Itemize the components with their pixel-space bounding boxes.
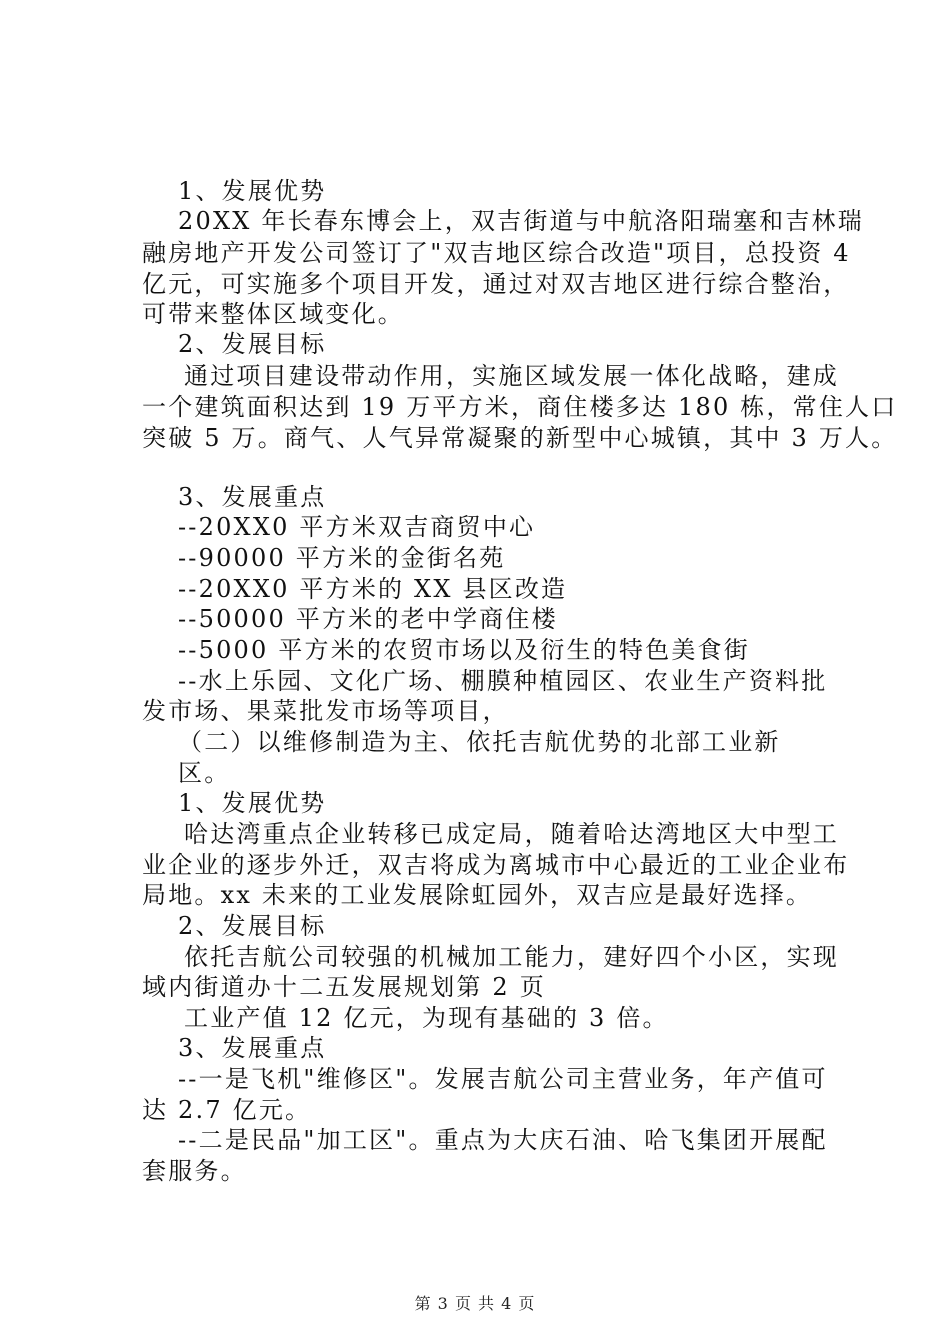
section-heading-continuation: 区。 xyxy=(178,759,231,787)
paragraph-line: 亿元，可实施多个项目开发，通过对双吉地区进行综合整治， xyxy=(142,270,850,298)
list-item: --20XX0 平方米的 XX 县区改造 xyxy=(178,575,568,603)
list-item: --一是飞机"维修区"。发展吉航公司主营业务，年产值可 xyxy=(178,1065,828,1093)
page-number-footer: 第 3 页 共 4 页 xyxy=(414,1294,536,1313)
heading-development-advantage: 1、发展优势 xyxy=(178,177,327,205)
heading-development-goal: 2、发展目标 xyxy=(178,330,327,358)
paragraph-line: 通过项目建设带动作用，实施区域发展一体化战略，建成 xyxy=(184,362,839,390)
paragraph-line: 发市场、果菜批发市场等项目， xyxy=(142,697,509,725)
list-item: --20XX0 平方米双吉商贸中心 xyxy=(178,513,536,541)
paragraph-line: 突破 5 万。商气、人气异常凝聚的新型中心城镇，其中 3 万人。 xyxy=(142,424,898,452)
paragraph-line: 20XX 年长春东博会上，双吉街道与中航洛阳瑞塞和吉林瑞 xyxy=(178,207,864,235)
paragraph-line: 哈达湾重点企业转移已成定局，随着哈达湾地区大中型工 xyxy=(184,820,839,848)
paragraph-line: 一个建筑面积达到 19 万平方米，商住楼多达 180 栋，常住人口 xyxy=(142,393,898,421)
section-heading: （二）以维修制造为主、依托吉航优势的北部工业新 xyxy=(178,728,781,756)
paragraph-line: 域内街道办十二五发展规划第 2 页 xyxy=(142,973,546,1001)
list-item: --50000 平方米的老中学商住楼 xyxy=(178,605,558,633)
paragraph-line: 套服务。 xyxy=(142,1157,247,1185)
list-item: --水上乐园、文化广场、棚膜种植园区、农业生产资料批 xyxy=(178,667,828,695)
heading-development-focus: 3、发展重点 xyxy=(178,483,327,511)
list-item: --90000 平方米的金街名苑 xyxy=(178,544,506,572)
paragraph-line: 达 2.7 亿元。 xyxy=(142,1096,312,1124)
heading-development-goal: 2、发展目标 xyxy=(178,912,327,940)
heading-development-advantage: 1、发展优势 xyxy=(178,789,327,817)
paragraph-line: 工业产值 12 亿元，为现有基础的 3 倍。 xyxy=(184,1004,669,1032)
list-item: --5000 平方米的农贸市场以及衍生的特色美食街 xyxy=(178,636,750,664)
list-item: --二是民品"加工区"。重点为大庆石油、哈飞集团开展配 xyxy=(178,1126,828,1154)
paragraph-line: 局地。xx 未来的工业发展除虹园外，双吉应是最好选择。 xyxy=(142,881,813,909)
paragraph-line: 可带来整体区域变化。 xyxy=(142,300,404,328)
paragraph-line: 依托吉航公司较强的机械加工能力，建好四个小区，实现 xyxy=(184,943,839,971)
paragraph-line: 业企业的逐步外迁，双吉将成为离城市中心最近的工业企业布 xyxy=(142,851,850,879)
heading-development-focus: 3、发展重点 xyxy=(178,1034,327,1062)
paragraph-line: 融房地产开发公司签订了"双吉地区综合改造"项目，总投资 4 xyxy=(142,239,851,267)
